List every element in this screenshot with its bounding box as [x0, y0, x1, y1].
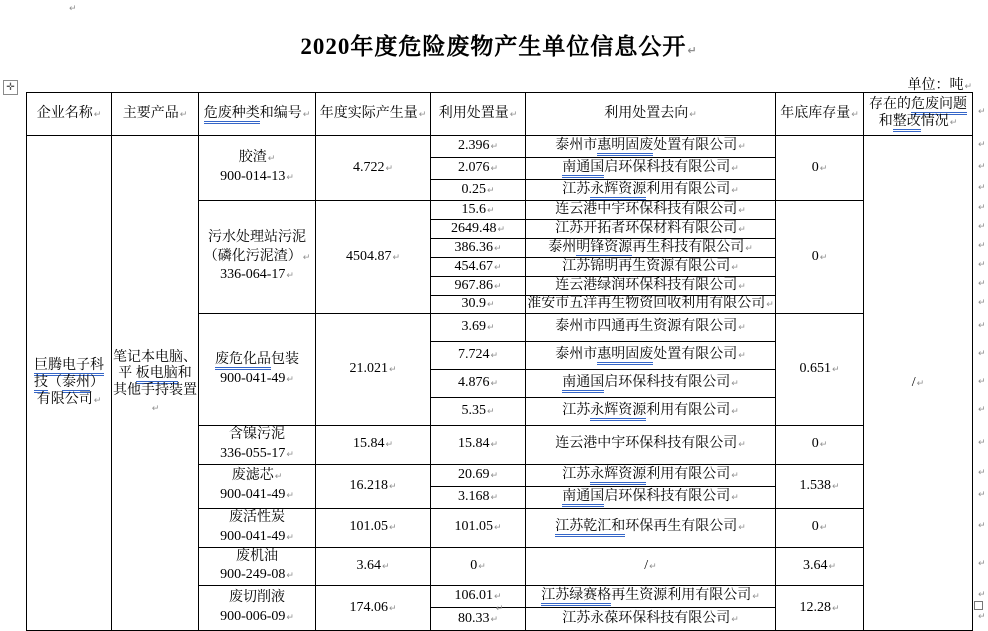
paragraph-mark: ↵ [286, 491, 294, 502]
year-end-stock-cell[interactable]: 0↵ [776, 136, 864, 201]
paragraph-mark: ↵ [731, 185, 739, 196]
paragraph-mark: ↵ [738, 142, 746, 153]
text-segment: / [644, 558, 649, 574]
paragraph-mark: ↵ [731, 407, 739, 418]
text-segment: 利用处置去向 [604, 105, 689, 121]
col-header-enterprise-name[interactable] [27, 93, 112, 136]
page-title[interactable] [26, 28, 972, 61]
end-of-row-mark: ↵ [978, 348, 986, 359]
waste-type-cell[interactable] [199, 136, 316, 201]
text-segment: 启环保科技有限公司 [604, 488, 731, 504]
annual-output-cell[interactable]: 15.84↵ [316, 426, 431, 465]
page-title-text: 2020年度危险废物产生单位信息公开 [300, 34, 687, 59]
year-end-stock-cell[interactable]: 1.538↵ [776, 464, 864, 508]
disposal-amount-cell[interactable]: 0↵ [431, 547, 526, 586]
paragraph-mark: ↵ [831, 603, 840, 614]
waste-type-cell[interactable] [199, 508, 316, 547]
table-resize-handle[interactable] [974, 601, 983, 610]
paragraph-mark: ↵ [497, 224, 506, 235]
paragraph-mark: ↵ [385, 440, 394, 451]
paragraph-mark: ↵ [490, 440, 499, 451]
text-segment: 笔记本电脑、平 [113, 349, 197, 382]
paragraph-mark: ↵ [731, 379, 739, 390]
text-segment: 江苏 [562, 403, 591, 419]
disposal-amount-cell[interactable]: 2.396↵ [431, 136, 526, 158]
disposal-amount-cell[interactable]: 15.84↵ [431, 426, 526, 465]
waste-type-line [200, 566, 314, 585]
year-end-stock-cell[interactable]: 0↵ [776, 201, 864, 314]
text-segment: 900-041-49 [220, 528, 286, 544]
disposal-amount-cell[interactable]: 967.86↵ [431, 277, 526, 296]
text-segment: 企业名称 [36, 105, 93, 121]
paragraph-mark: ↵ [819, 523, 828, 534]
grammar-underlined-text: 危废问题 [911, 97, 967, 115]
text-segment: （磷化污泥渣） [203, 248, 302, 264]
waste-type-line [200, 509, 314, 528]
grammar-underlined-text: 永辉资源 [590, 182, 646, 200]
grammar-underlined-text: 惠明固废 [597, 138, 653, 156]
paragraph-mark: ↵ [151, 403, 160, 414]
grammar-underlined-text: 废危化品 [215, 352, 271, 370]
paragraph-mark: ↵ [388, 523, 397, 534]
text-segment: 处置有限公司 [653, 347, 738, 363]
disposal-destination-cell[interactable] [526, 508, 776, 547]
waste-type-line [200, 351, 314, 370]
text-segment: 废滤芯 [231, 468, 274, 484]
text-segment: 利用处置量 [438, 105, 509, 121]
text-segment: 江苏 [562, 181, 591, 197]
text-segment: 利用有限公司 [646, 181, 731, 197]
waste-type-cell[interactable] [199, 426, 316, 465]
end-of-row-mark: ↵ [978, 437, 986, 448]
end-of-row-mark: ↵ [978, 107, 986, 117]
text-segment: 和其他手持装置 [113, 366, 197, 399]
paragraph-mark: ↵ [486, 407, 495, 418]
disposal-destination-cell[interactable] [526, 342, 776, 370]
annual-output-cell[interactable]: 4.722↵ [316, 136, 431, 201]
text-segment: 江苏开拓者环保材料有限公司 [555, 220, 738, 236]
move-icon: ✛ [6, 81, 15, 93]
disposal-destination-cell[interactable] [526, 220, 776, 239]
paragraph-mark: ↵ [738, 523, 746, 534]
disposal-amount-cell[interactable]: 30.9↵ [431, 296, 526, 314]
grammar-underlined-text: 江苏乾汇和 [555, 519, 625, 537]
disposal-amount-cell[interactable]: 0.25↵ [431, 180, 526, 201]
paragraph-mark: ↵ [738, 224, 746, 235]
text-segment: 淮安市五洋再生物资回收利用有限公司 [527, 296, 766, 312]
table-body [27, 136, 973, 631]
text-segment: 和 [878, 114, 893, 129]
col-header-waste-type-code[interactable] [199, 93, 316, 136]
paragraph-mark: ↵ [490, 614, 499, 625]
paragraph-mark: ↵ [738, 205, 746, 216]
waste-type-line [200, 229, 314, 248]
paragraph-mark: ↵ [766, 300, 774, 311]
paragraph-mark: ↵ [286, 449, 294, 460]
waste-type-line [200, 445, 314, 464]
disposal-amount-cell[interactable]: 386.36↵ [431, 239, 526, 258]
waste-type-line [200, 528, 314, 547]
paragraph-mark: ↵ [418, 109, 427, 120]
paragraph-mark: ↵ [731, 470, 739, 481]
text-segment: 泰州 [548, 239, 577, 255]
waste-type-line [200, 426, 314, 445]
paragraph-mark: ↵ [649, 562, 657, 573]
disposal-amount-cell[interactable]: 7.724↵ [431, 342, 526, 370]
text-segment: 主要产品 [122, 105, 179, 121]
end-of-row-mark: ↵ [978, 139, 986, 150]
paragraph-mark: ↵ [851, 109, 859, 120]
paragraph-mark: ↵ [381, 562, 390, 573]
paragraph-mark: ↵ [93, 395, 102, 406]
disposal-amount-cell[interactable]: 20.69↵ [431, 464, 526, 486]
paragraph-mark: ↵ [385, 163, 394, 174]
disposal-destination-cell[interactable] [526, 314, 776, 342]
disposal-destination-cell[interactable] [526, 158, 776, 180]
annual-output-cell[interactable]: 16.218↵ [316, 464, 431, 508]
paragraph-mark: ↵ [509, 109, 518, 120]
end-of-row-mark: ↵ [978, 559, 986, 570]
waste-type-line [200, 486, 314, 505]
paragraph-mark: ↵ [490, 142, 499, 153]
annual-output-cell[interactable]: 21.021↵ [316, 314, 431, 426]
paragraph-mark: ↵ [495, 604, 504, 614]
disposal-destination-cell[interactable] [526, 464, 776, 486]
disposal-amount-cell[interactable]: 2.076↵ [431, 158, 526, 180]
text-segment: 年底库存量 [780, 105, 851, 121]
text-segment: 江苏 [562, 466, 591, 482]
paragraph-mark: ↵ [274, 472, 283, 483]
paragraph-mark: ↵ [392, 252, 401, 263]
header-row [27, 93, 973, 136]
disposal-destination-cell[interactable] [526, 258, 776, 277]
paragraph-mark: ↵ [738, 323, 746, 334]
paragraph-mark: ↵ [302, 252, 311, 263]
grammar-underlined-text: 惠明固废 [597, 347, 653, 365]
disposal-amount-cell[interactable]: 5.35↵ [431, 398, 526, 426]
disposal-destination-cell[interactable] [526, 296, 776, 314]
text-segment: 江苏锦明再生资源有限公司 [562, 258, 731, 274]
grammar-underlined-text: 泰州 [62, 375, 90, 393]
paragraph-mark: ↵ [286, 613, 294, 624]
grammar-underlined-text: 永辉资源 [590, 403, 646, 421]
col-header-disposal-destination[interactable] [526, 93, 776, 136]
paragraph-mark: ↵ [493, 523, 502, 534]
disposal-amount-cell[interactable]: 2649.48↵ [431, 220, 526, 239]
text-segment: 含镍污泥 [229, 427, 285, 442]
disposal-destination-cell[interactable] [526, 239, 776, 258]
paragraph-mark: ↵ [493, 281, 502, 292]
text-segment: 900-014-13 [220, 169, 286, 184]
paragraph-mark: ↵ [745, 243, 753, 254]
table-row [27, 136, 973, 158]
paragraph-mark: ↵ [486, 300, 495, 311]
waste-type-line [200, 548, 314, 567]
text-segment: 利用有限公司 [646, 403, 731, 419]
waste-type-cell[interactable] [199, 201, 316, 314]
grammar-underlined-text: 明锋资源 [576, 240, 632, 258]
text-segment: 900-041-49 [220, 370, 286, 386]
paragraph-mark: ↵ [486, 205, 495, 216]
paragraph-mark: ↵ [731, 262, 739, 273]
text-segment: （ [48, 374, 62, 390]
disposal-amount-cell[interactable]: 80.33↵ [431, 608, 526, 631]
disposal-amount-cell[interactable]: 15.6↵ [431, 201, 526, 220]
text-segment: 336-055-17 [220, 445, 286, 461]
paragraph-mark: ↵ [493, 592, 502, 603]
text-segment: 再生科技有限公司 [632, 239, 745, 255]
end-of-row-mark: ↵ [978, 241, 986, 251]
end-of-row-mark: ↵ [978, 612, 986, 623]
end-of-row-mark: ↵ [978, 222, 986, 232]
paragraph-mark: ↵ [731, 614, 739, 625]
end-of-row-mark: ↵ [978, 520, 986, 531]
text-segment: 利用有限公司 [646, 466, 731, 482]
hazardous-waste-table[interactable] [26, 92, 973, 631]
text-segment: 连云港绿润环保科技有限公司 [555, 277, 738, 293]
paragraph-mark: ↵ [478, 562, 486, 573]
text-segment: 再生资源利用有限公司 [611, 588, 752, 604]
paragraph-mark: ↵ [689, 109, 697, 120]
paragraph-mark: ↵ [490, 379, 499, 390]
end-of-row-mark: ↵ [978, 589, 986, 600]
year-end-stock-cell[interactable]: 0↵ [776, 508, 864, 547]
year-end-stock-cell[interactable]: 12.28↵ [776, 586, 864, 631]
annual-output-cell[interactable]: 174.06↵ [316, 586, 431, 631]
end-of-row-mark: ↵ [978, 279, 986, 289]
paragraph-mark: ↵ [916, 378, 925, 389]
waste-type-cell[interactable] [199, 547, 316, 586]
disposal-destination-cell[interactable] [526, 486, 776, 508]
annual-output-cell[interactable]: 101.05↵ [316, 508, 431, 547]
paragraph-mark: ↵ [388, 603, 397, 614]
paragraph-mark: ↵ [490, 470, 499, 481]
grammar-underlined-text: 危废种类 [204, 106, 260, 124]
paragraph-mark: ↵ [964, 82, 972, 92]
paragraph-mark: ↵ [388, 365, 397, 376]
text-segment: 废切削液 [229, 590, 285, 606]
paragraph-mark: ↵ [738, 351, 746, 362]
paragraph-mark: ↵ [493, 262, 502, 273]
year-end-stock-cell[interactable]: 0↵ [776, 426, 864, 465]
text-segment: 和编号 [259, 105, 302, 121]
waste-type-line [200, 266, 314, 285]
paragraph-mark: ↵ [819, 163, 828, 174]
paragraph-mark: ↵ [490, 164, 499, 175]
paragraph-mark: ↵ [752, 592, 760, 603]
end-of-row-mark: ↵ [978, 297, 986, 308]
disposal-amount-cell[interactable]: 3.168↵ [431, 486, 526, 508]
text-segment: 连云港中宇环保科技有限公司 [555, 436, 738, 452]
disposal-destination-cell[interactable] [526, 136, 776, 158]
end-of-row-mark: ↵ [978, 404, 986, 415]
paragraph-mark: ↵ [731, 164, 739, 175]
end-of-row-mark: ↵ [978, 320, 986, 331]
paragraph-mark: ↵ [819, 252, 828, 263]
table-move-handle[interactable] [3, 80, 18, 95]
paragraph-mark: ↵ [738, 281, 746, 292]
paragraph-mark: ↵ [286, 571, 294, 582]
paragraph-mark: ↵ [738, 440, 746, 451]
text-segment: 泰州市四通再生资源有限公司 [555, 319, 738, 335]
paragraph-mark: ↵ [486, 185, 495, 196]
year-end-stock-cell[interactable]: 3.64↵ [776, 547, 864, 586]
end-paragraph[interactable] [26, 598, 972, 616]
text-segment: 900-249-08 [220, 567, 286, 583]
paragraph-mark: ↵ [286, 374, 294, 385]
disposal-destination-cell[interactable] [526, 398, 776, 426]
text-segment: 存在的 [869, 97, 911, 113]
text-segment: 废活性炭 [229, 509, 285, 525]
text-segment: 启环保科技有限公司 [604, 160, 731, 176]
paragraph-mark: ↵ [302, 109, 311, 120]
end-of-row-mark: ↵ [978, 490, 986, 501]
text-segment: 泰州市 [555, 138, 598, 154]
paragraph-mark: ↵ [819, 440, 828, 451]
grammar-underlined-text: 巨腾电子科技 [34, 358, 104, 393]
text-segment: 污水处理站污泥 [208, 229, 306, 245]
waste-type-line [200, 248, 314, 267]
paragraph-mark: ↵ [490, 492, 499, 503]
disposal-amount-cell[interactable]: 454.67↵ [431, 258, 526, 277]
end-of-row-mark: ↵ [978, 203, 986, 213]
grammar-underlined-text: 板电脑 [136, 366, 178, 384]
text-segment: 900-006-09 [220, 609, 286, 625]
annual-output-cell[interactable]: 4504.87↵ [316, 201, 431, 314]
paragraph-mark: ↵ [828, 562, 837, 573]
waste-type-line [200, 149, 314, 168]
end-of-row-mark: ↵ [978, 183, 986, 193]
paragraph-mark: ↵ [286, 173, 294, 183]
waste-type-line [200, 467, 314, 486]
waste-type-cell[interactable] [199, 314, 316, 426]
end-of-row-mark: ↵ [978, 161, 986, 172]
paragraph-mark: ↵ [286, 532, 294, 543]
grammar-underlined-text: 南通国 [562, 375, 604, 393]
text-segment: ）有限公司 [36, 374, 104, 407]
grammar-underlined-text: 江苏绿赛格 [541, 588, 611, 606]
col-header-annual-output[interactable] [316, 93, 431, 136]
grammar-underlined-text: 永辉资源 [590, 467, 646, 485]
company-name-cell[interactable] [27, 136, 112, 631]
grammar-underlined-text: 整改 [893, 114, 921, 132]
disposal-destination-cell[interactable] [526, 547, 776, 586]
disposal-amount-cell[interactable]: 101.05↵ [431, 508, 526, 547]
waste-type-cell[interactable] [199, 464, 316, 508]
text-segment: 处置有限公司 [653, 138, 738, 154]
text-segment: 废机油 [236, 548, 278, 564]
col-header-issues-rectification[interactable] [864, 93, 973, 136]
text-segment: 包装 [271, 351, 299, 367]
col-header-disposal-amount[interactable] [431, 93, 526, 136]
text-segment: 连云港中宇环保科技有限公司 [555, 201, 738, 217]
paragraph-mark: ↵ [831, 481, 840, 492]
main-products-cell[interactable] [112, 136, 199, 631]
text-segment: 胶渣 [238, 150, 267, 166]
text-segment: 年度实际产生量 [319, 105, 418, 121]
unit-label-text: 单位：吨 [907, 78, 964, 93]
paragraph-mark: ↵ [179, 109, 188, 120]
col-header-year-end-stock[interactable] [776, 93, 864, 136]
paragraph-mark: ↵ [286, 271, 294, 282]
end-of-row-mark: ↵ [978, 468, 986, 479]
annual-output-cell[interactable]: 3.64↵ [316, 547, 431, 586]
grammar-underlined-text: 南通国 [562, 160, 604, 178]
disposal-destination-cell[interactable] [526, 180, 776, 201]
paragraph-mark: ↵ [490, 351, 499, 362]
disposal-destination-cell[interactable] [526, 370, 776, 398]
waste-type-line [200, 370, 314, 389]
text-segment: 情况 [920, 114, 949, 129]
text-segment: 启环保科技有限公司 [604, 375, 731, 391]
text-segment: 江苏永葆环保科技有限公司 [562, 610, 731, 626]
disposal-amount-cell[interactable]: 4.876↵ [431, 370, 526, 398]
paragraph-mark: ↵ [486, 323, 495, 334]
text-segment: 泰州市 [555, 347, 598, 363]
paragraph-mark: ↵ [93, 109, 102, 120]
grammar-underlined-text: 南通国 [562, 489, 604, 507]
disposal-destination-cell[interactable] [526, 277, 776, 296]
year-end-stock-cell[interactable]: 0.651↵ [776, 314, 864, 426]
disposal-amount-cell[interactable]: 106.01↵ [431, 586, 526, 608]
paragraph-mark: ↵ [731, 492, 739, 503]
disposal-destination-cell[interactable] [526, 201, 776, 220]
disposal-destination-cell[interactable] [526, 426, 776, 465]
paragraph-mark: ↵ [831, 365, 840, 376]
end-of-row-mark: ↵ [978, 376, 986, 387]
text-segment: 900-041-49 [220, 487, 286, 503]
paragraph-mark: ↵ [949, 118, 958, 128]
col-header-main-products[interactable] [112, 93, 199, 136]
paragraph-mark: ↵ [687, 44, 698, 57]
paragraph-mark: ↵ [267, 154, 276, 165]
end-of-row-mark: ↵ [978, 260, 986, 270]
issues-rectification-cell[interactable]: /↵ [864, 136, 973, 631]
paragraph-mark: ↵ [388, 481, 397, 492]
text-segment: 环保再生有限公司 [625, 519, 738, 535]
disposal-amount-cell[interactable]: 3.69↵ [431, 314, 526, 342]
paragraph-mark: ↵ [493, 243, 502, 254]
unit-label[interactable] [26, 74, 972, 94]
text-segment: 336-064-17 [220, 267, 286, 283]
paragraph-mark: ↵ [69, 4, 77, 14]
waste-type-line [200, 168, 314, 187]
